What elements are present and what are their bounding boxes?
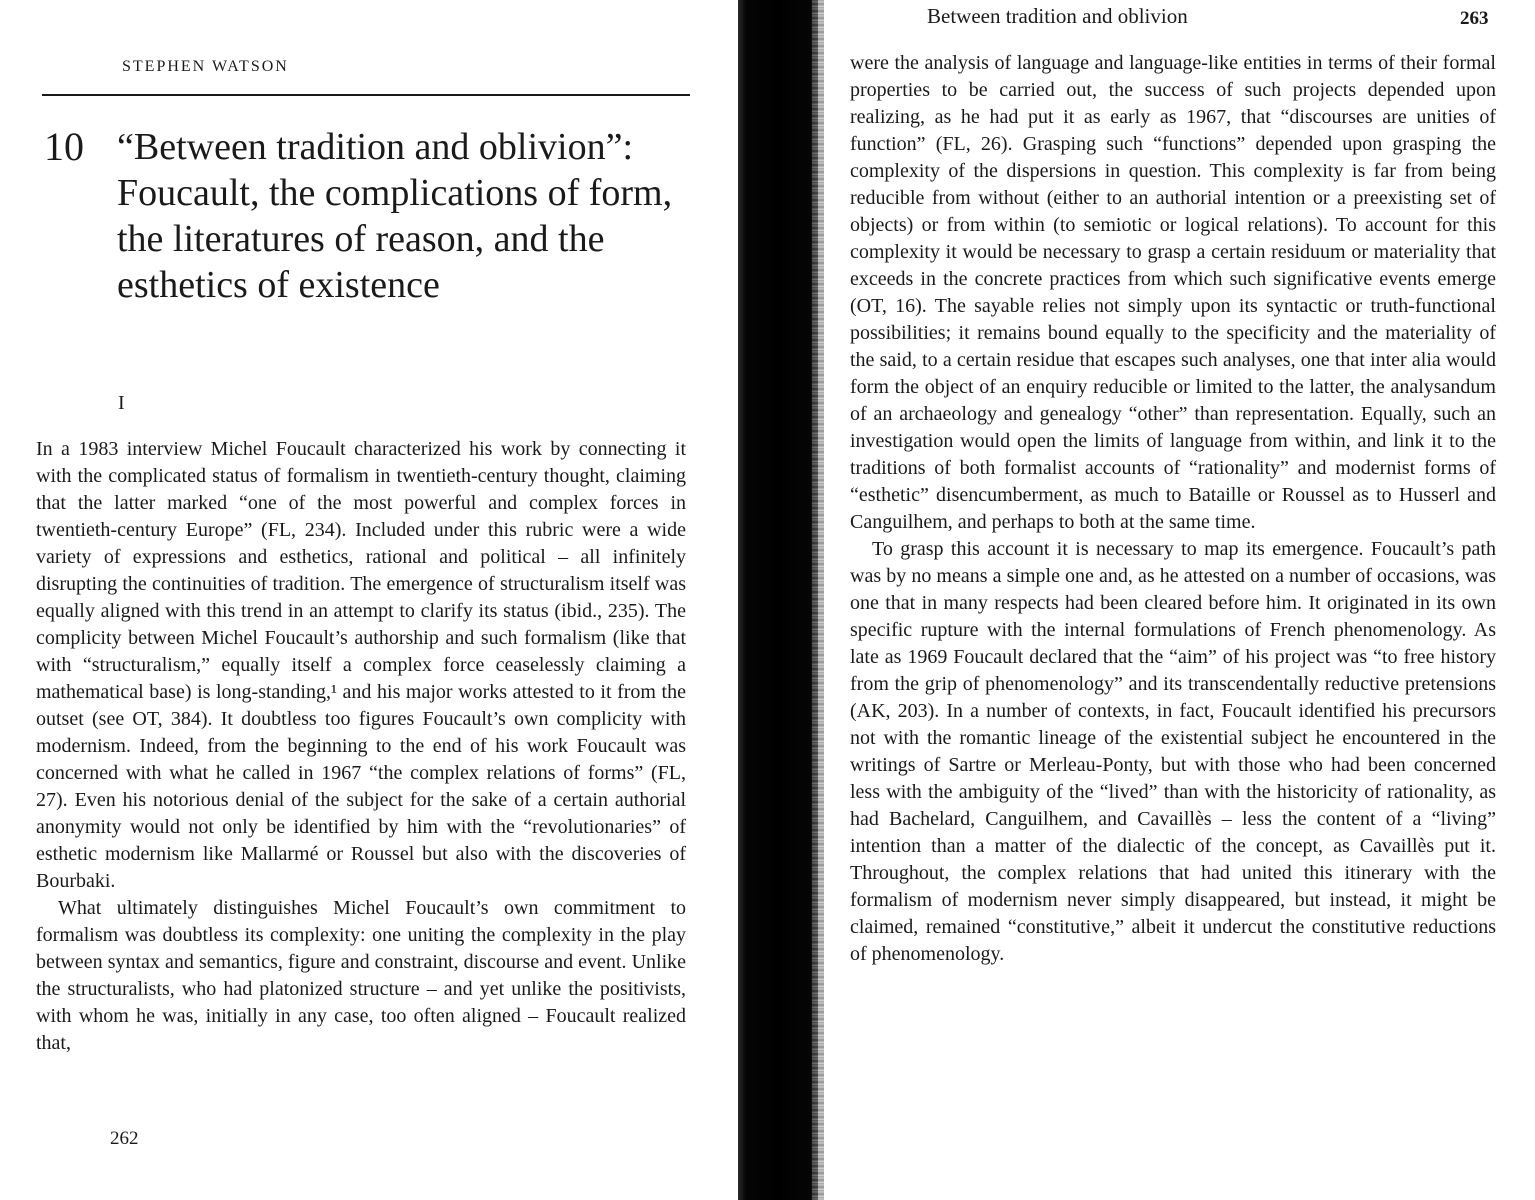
page-number: 262 — [110, 1128, 139, 1149]
header-rule — [42, 94, 690, 96]
running-author: STEPHEN WATSON — [122, 58, 289, 75]
right-body-text — [850, 50, 1496, 968]
chapter-title: “Between tradition and oblivion”: Foucault, the complications of form, the literatures of reason, and the esthetics of existence — [117, 126, 673, 306]
paragraph: To grasp this account it is necessary to map its emergence. Foucault’s path was by no means a simple one and, as he attested on a number of occasions, was one that in many respects had been cleared before him. It originated in its own specific rupture with the internal formulations of French phenomenology. As late as 1969 Foucault declared that the “aim” of his project was “to free history from the grip of phenomenology” and its transcendentally reductive pretensions (AK, 203). In a number of contexts, in fact, Foucault identified his precursors not with the romantic lineage of the existential subject he encountered in the writings of Sartre or Merleau-Ponty, but with those who had been concerned less with the ambiguity of the “lived” than with the historicity of rationality, as had Bachelard, Canguilhem, and Cavaillès – less the content of a “living” intention than a matter of the dialectic of the concept, as Cavaillès put it. Throughout, the complex relations that had united this itinerary with the formalism of modernism never simply disappeared, but instead, it might be claimed, remained “constitutive,” albeit it undercut the constitutive reductions of phenomenology. — [850, 538, 1496, 965]
left-body-text — [36, 436, 686, 1057]
chapter-number: 10 — [44, 124, 84, 169]
right-page — [800, 0, 1535, 1200]
paragraph: In a 1983 interview Michel Foucault characterized his work by connecting it with the complicated status of formalism in twentieth-century thought, claiming that the latter marked “one of the most powerful and complex forces in twentieth-century Europe” (FL, 234). Included under this rubric were a wide variety of expressions and esthetics, rational and political – all infinitely disrupting the continuities of tradition. The emergence of structuralism itself was equally aligned with this trend in an attempt to clarify its status (ibid., 235). The complicity between Michel Foucault’s authorship and such formalism (like that with “structuralism,” equally itself a complex force ceaselessly claiming a mathematical base) is long-standing,¹ and his major works attested to it from the outset (see OT, 384). It doubtless too figures Foucault’s own complicity with modernism. Indeed, from the beginning to the end of his work Foucault was concerned with what he called in 1967 “the complex relations of forms” (FL, 27). Even his notorious denial of the subject for the sake of a certain authorial anonymity would not only be identified by him with the “revolutionaries” of esthetic modernism like Mallarmé or Roussel but also with the discoveries of Bourbaki. — [36, 438, 686, 892]
section-number: I — [118, 392, 125, 414]
running-head: Between tradition and oblivion — [927, 4, 1188, 28]
left-page — [0, 0, 730, 1200]
page-number: 263 — [1460, 8, 1489, 29]
paragraph: What ultimately distinguishes Michel Foucault’s own commitment to formalism was doubtless its complexity: one uniting the complexity in the play between syntax and semantics, figure and constraint, discourse and event. Unlike the structuralists, who had platonized structure – and yet unlike the positivists, with whom he was, initially in any case, too often aligned – Foucault realized that, — [36, 897, 686, 1054]
paragraph: were the analysis of language and language-like entities in terms of their formal properties to be carried out, the success of such projects depended upon realizing, as he had put it as early as 1967, that “discourses are unities of function” (FL, 26). Grasping such “functions” depended upon grasping the complexity of the dispersions in question. This complexity is far from being reducible from without (either to an authorial intention or a preexisting set of objects) or from within (to semiotic or logical relations). To account for this complexity it would be necessary to grasp a certain residuum or materiality that exceeds in the concrete practices from which such significative events emerge (OT, 16). The sayable relies not simply upon its syntactic or truth-functional possibilities; it remains bound equally to the specificity and the materiality of the said, to a certain residue that escapes such analyses, one that inter alia would form the object of an enquiry reducible or limited to the latter, the analysandum of an archaeology and genealogy “other” than representation. Equally, such an investigation would open the limits of language from within, and link it to the traditions of both formalist accounts of “rationality” and modernist forms of “esthetic” disencumberment, as much to Bataille or Roussel as to Husserl and Canguilhem, and perhaps to both at the same time. — [850, 52, 1496, 533]
